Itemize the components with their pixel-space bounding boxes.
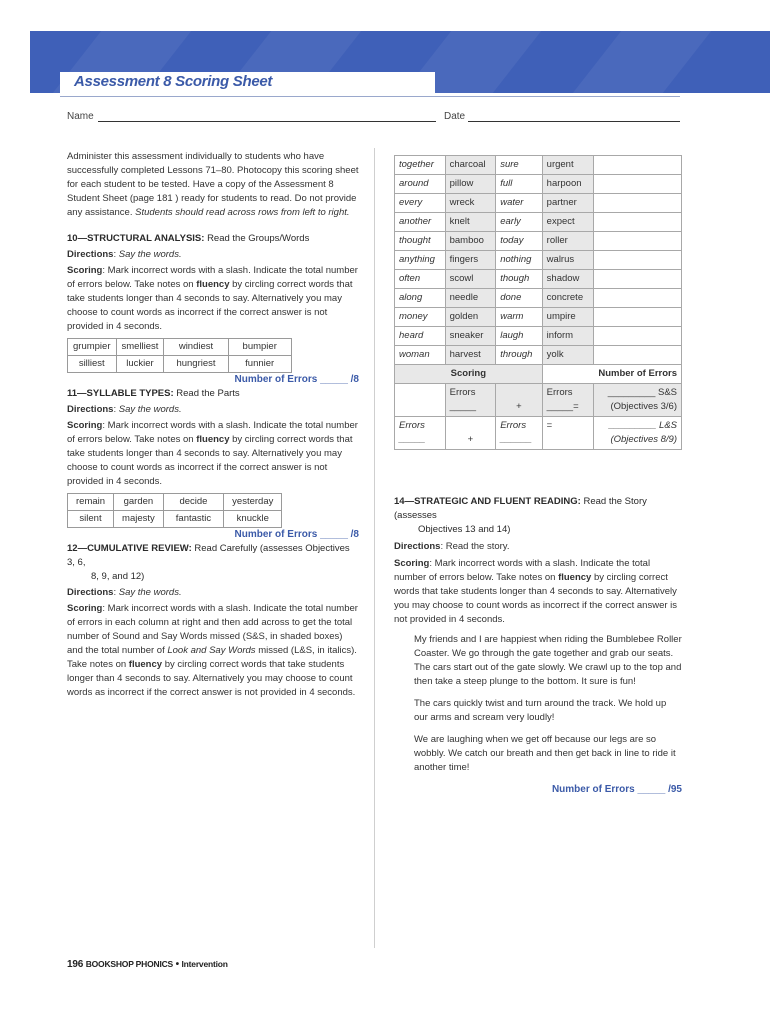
name-label: Name bbox=[67, 111, 94, 122]
grid-cell bbox=[593, 232, 681, 251]
grid-word: scowl bbox=[445, 270, 496, 289]
grid-scoring-label: Scoring bbox=[395, 365, 543, 384]
grid-errors-ss: Errors _____ bbox=[445, 384, 496, 417]
grid-word: expect bbox=[542, 213, 593, 232]
grid-word: pillow bbox=[445, 175, 496, 194]
section-12-heading: 12—CUMULATIVE REVIEW: Read Carefully (assesses Objectives 3, 6, bbox=[67, 543, 350, 568]
section-12-scoring: Scoring: Mark incorrect words with a slash. Indicate the total number of errors in each column at right and then add across to get the total number of Sound and Say Words missed (S&S, in shaded boxes) and the total number of Look and Say Words missed (L&S, in italics). Take notes on fluency by circling correct words that take students longer than 4 seconds to say. Alternatively you may choose to count words as incorrect if the correct answer is not provided in 4 seconds. bbox=[67, 603, 358, 698]
grid-cell bbox=[593, 289, 681, 308]
section-11-scoring: Scoring: Mark incorrect words with a slash. Indicate the total number of errors below. Take notes on fluency by circling correct words that take students longer than 4 seconds to say. Alternatively you may choose to count words as incorrect if the correct answer is not provided in 4 seconds. bbox=[67, 420, 358, 487]
grid-word: along bbox=[395, 289, 446, 308]
grid-word: every bbox=[395, 194, 446, 213]
page-title: Assessment 8 Scoring Sheet bbox=[74, 73, 273, 90]
word-cell: garden bbox=[114, 494, 164, 511]
grid-word: harpoon bbox=[542, 175, 593, 194]
section-14-errors: Number of Errors _____ /95 bbox=[551, 784, 682, 795]
word-cell: bumpier bbox=[228, 339, 291, 356]
grid-word: golden bbox=[445, 308, 496, 327]
grid-word: through bbox=[496, 346, 542, 365]
story-paragraph: We are laughing when we get off because our legs are so wobbly. We catch our breath and then get back in line to ride it another time! bbox=[414, 734, 676, 773]
word-cell: silent bbox=[68, 511, 114, 528]
word-cell: knuckle bbox=[224, 511, 282, 528]
grid-word: shadow bbox=[542, 270, 593, 289]
grid-word: around bbox=[395, 175, 446, 194]
section-14-heading-cont: Objectives 13 and 14) bbox=[418, 524, 511, 535]
grid-number-errors-label: Number of Errors bbox=[542, 365, 681, 384]
grid-word: water bbox=[496, 194, 542, 213]
page-number: 196 bbox=[67, 959, 84, 970]
right-column bbox=[394, 155, 682, 797]
section-11-heading: 11—SYLLABLE TYPES: Read the Parts bbox=[67, 388, 240, 399]
grid-word: charcoal bbox=[445, 156, 496, 175]
section-10-words bbox=[67, 338, 292, 373]
word-cell: silliest bbox=[68, 356, 117, 373]
grid-cell bbox=[593, 251, 681, 270]
grid-word: knelt bbox=[445, 213, 496, 232]
section-11-words bbox=[67, 493, 282, 528]
grid-cell bbox=[395, 384, 446, 417]
grid-cell bbox=[593, 346, 681, 365]
grid-word: sure bbox=[496, 156, 542, 175]
word-cell: hungriest bbox=[164, 356, 228, 373]
grid-word: walrus bbox=[542, 251, 593, 270]
intro-text: Administer this assessment individually to students who have successfully completed Lessons 71–80. Photocopy this scoring sheet for each student to be tested. Have a copy of the Assessment 8 Student Sheet (page 181 ) ready for students to read. Do not provide any assistance. Students should read across rows from left to right. bbox=[67, 151, 359, 218]
grid-word: nothing bbox=[496, 251, 542, 270]
grid-word: laugh bbox=[496, 327, 542, 346]
word-cell: remain bbox=[68, 494, 114, 511]
name-field[interactable] bbox=[98, 121, 436, 122]
grid-word: needle bbox=[445, 289, 496, 308]
grid-word: today bbox=[496, 232, 542, 251]
grid-cell bbox=[593, 327, 681, 346]
grid-word: wreck bbox=[445, 194, 496, 213]
grid-word: thought bbox=[395, 232, 446, 251]
section-10-scoring: Scoring: Mark incorrect words with a slash. Indicate the total number of errors below. Take notes on fluency by circling correct words that take students longer than 4 seconds to say. Alternatively you may choose to count words as incorrect if the correct answer is not provided in 4 seconds. bbox=[67, 265, 358, 332]
footer-brand: BOOKSHOP PHONICS bbox=[85, 959, 174, 969]
grid-cell bbox=[593, 175, 681, 194]
section-12-directions: Directions: Say the words. bbox=[67, 587, 182, 598]
grid-ls-total: _________ L&S (Objectives 8/9) bbox=[593, 417, 681, 450]
grid-word: urgent bbox=[542, 156, 593, 175]
section-11-directions: Directions: Say the words. bbox=[67, 404, 182, 415]
grid-word: partner bbox=[542, 194, 593, 213]
grid-word: sneaker bbox=[445, 327, 496, 346]
grid-word: concrete bbox=[542, 289, 593, 308]
grid-word: yolk bbox=[542, 346, 593, 365]
grid-word: roller bbox=[542, 232, 593, 251]
grid-word: together bbox=[395, 156, 446, 175]
grid-errors-ss-2: Errors _____= bbox=[542, 384, 593, 417]
grid-word: umpire bbox=[542, 308, 593, 327]
grid-plus: + bbox=[496, 384, 542, 417]
section-10-errors: Number of Errors _____ /8 bbox=[234, 374, 359, 385]
grid-equals: = bbox=[542, 417, 593, 450]
section-10-directions: Directions: Say the words. bbox=[67, 249, 182, 260]
grid-cell bbox=[593, 270, 681, 289]
grid-word: harvest bbox=[445, 346, 496, 365]
grid-word: inform bbox=[542, 327, 593, 346]
grid-word: money bbox=[395, 308, 446, 327]
grid-word: warm bbox=[496, 308, 542, 327]
grid-word: bamboo bbox=[445, 232, 496, 251]
grid-word: woman bbox=[395, 346, 446, 365]
date-field[interactable] bbox=[468, 121, 680, 122]
word-cell: yesterday bbox=[224, 494, 282, 511]
story-paragraph: The cars quickly twist and turn around the track. We hold up our arms and scream very loudly! bbox=[414, 698, 667, 723]
date-label: Date bbox=[444, 111, 466, 122]
word-cell: smelliest bbox=[116, 339, 164, 356]
section-14-scoring: Scoring: Mark incorrect words with a slash. Indicate the total number of errors below. Take notes on fluency by circling correct words that take students longer than 4 seconds to say. Alternatively you may choose to count words as incorrect if the correct answer is not provided in 4 seconds. bbox=[394, 558, 678, 625]
section-14-directions: Directions: Read the story. bbox=[394, 541, 510, 552]
section-10-heading: 10—STRUCTURAL ANALYSIS: Read the Groups/Words bbox=[67, 233, 310, 244]
grid-cell bbox=[593, 156, 681, 175]
grid-cell bbox=[593, 194, 681, 213]
grid-word: another bbox=[395, 213, 446, 232]
grid-word: done bbox=[496, 289, 542, 308]
page-footer bbox=[67, 959, 228, 970]
story bbox=[394, 633, 682, 775]
grid-word: anything bbox=[395, 251, 446, 270]
section-12-heading-cont: 8, 9, and 12) bbox=[91, 571, 145, 582]
grid-word: often bbox=[395, 270, 446, 289]
grid-errors-ls-2: Errors ______ bbox=[496, 417, 542, 450]
grid-word: early bbox=[496, 213, 542, 232]
word-cell: windiest bbox=[164, 339, 228, 356]
word-cell: funnier bbox=[228, 356, 291, 373]
section-11-errors: Number of Errors _____ /8 bbox=[234, 529, 359, 540]
grid-word: heard bbox=[395, 327, 446, 346]
grid-cell bbox=[593, 213, 681, 232]
word-cell: grumpier bbox=[68, 339, 117, 356]
cumulative-word-grid bbox=[394, 155, 682, 450]
word-cell: fantastic bbox=[163, 511, 223, 528]
section-14-heading: 14—STRATEGIC AND FLUENT READING: Read the Story (assesses bbox=[394, 496, 647, 521]
word-cell: majesty bbox=[114, 511, 164, 528]
grid-plus-ls: + bbox=[445, 417, 496, 450]
word-cell: luckier bbox=[116, 356, 164, 373]
column-divider bbox=[374, 148, 375, 948]
story-paragraph: My friends and I are happiest when riding the Bumblebee Roller Coaster. We go through the gate together and grab our seats. The cars start out of the gate slowly. We crawl up to the top and then take a steep plunge to the bottom. It sure is fun! bbox=[414, 634, 682, 687]
grid-word: fingers bbox=[445, 251, 496, 270]
title-rule bbox=[60, 96, 680, 97]
grid-ss-total: _________ S&S (Objectives 3/6) bbox=[593, 384, 681, 417]
grid-errors-ls: Errors _____ bbox=[395, 417, 446, 450]
word-cell: decide bbox=[163, 494, 223, 511]
footer-bullet: • bbox=[175, 959, 179, 970]
grid-cell bbox=[593, 308, 681, 327]
grid-word: full bbox=[496, 175, 542, 194]
grid-word: though bbox=[496, 270, 542, 289]
left-column bbox=[67, 150, 359, 700]
footer-series: Intervention bbox=[181, 959, 228, 969]
